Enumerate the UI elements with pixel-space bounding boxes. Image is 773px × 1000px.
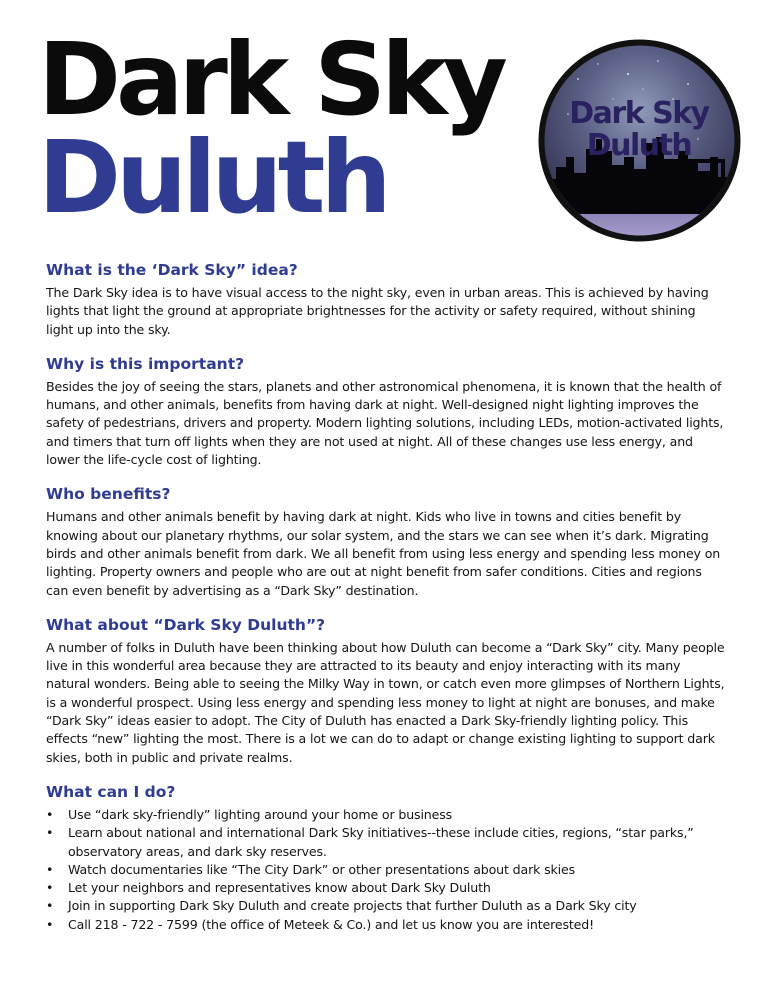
list-item: • Let your neighbors and representatives know about Dark Sky Duluth — [46, 879, 726, 897]
section-why-important — [46, 354, 726, 469]
list-item: • Watch documentaries like “The City Dark” or other presentations about dark skies — [46, 861, 726, 879]
section-heading: What can I do? — [46, 782, 176, 801]
section-body: Humans and other animals benefit by having dark at night. Kids who live in towns and cities benefit by knowing about our planetary rhythms, our solar system, and the stars we can see when it’s dark. Migrating birds and other animals benefit from dark. We all benefit from using less energy and spending less money on lighting. Property owners and people who are out at night benefit from safer conditions. Cities and regions can even benefit by advertising as a “Dark Sky” destination. — [46, 509, 721, 598]
section-what-can-i-do — [46, 782, 726, 934]
title-dark-sky: Dark Sky — [38, 21, 503, 138]
section-body: The Dark Sky idea is to have visual access to the night sky, even in urban areas. This is achieved by having lights that light the ground at appropriate brightnesses for the activity or safety required, without shining light up into the sky. — [46, 285, 709, 337]
section-body: Besides the joy of seeing the stars, planets and other astronomical phenomena, it is known that the health of humans, and other animals, benefits from having dark at night. Well-designed night lighting improves the safety of pedestrians, drivers and property. Modern lighting solutions, including LEDs, motion-activated lights, and timers that turn off lights when they are not used at night. All of these changes use less energy, and lower the life-cycle cost of lighting. — [46, 378, 724, 468]
list-item: • Learn about national and international Dark Sky initiatives--these include cities, regions, “star parks,” observatory areas, and dark sky reserves. — [46, 824, 726, 861]
section-heading: What is the ‘Dark Sky” idea? — [46, 261, 298, 279]
list-item: • Call 218 - 722 - 7599 (the office of Meteek & Co.) and let us know you are interested! — [46, 916, 726, 934]
action-list — [46, 806, 726, 934]
section-heading: Why is this important? — [46, 354, 245, 373]
section-heading: Who benefits? — [46, 485, 171, 504]
logo-text-dark-sky: Dark Sky — [569, 96, 709, 131]
section-heading: What about “Dark Sky Duluth”? — [46, 615, 326, 634]
section-body: A number of folks in Duluth have been thinking about how Duluth can become a “Dark Sky” city. Many people live in this wonderful area because they are attracted to its beauty and enjoy interacting with its many natural wonders. Being able to seeing the Milky Way in town, or catch even more glimpses of Northern Lights, is a wonderful prospect. Using less energy and spending less money to light at night are bonuses, and make “Dark Sky” ideas easier to adopt. The City of Duluth has enacted a Dark Sky-friendly lighting policy. This effects “new” lighting the most. There is a lot we can do to adapt or change existing lighting to support dark skies, both in public and private realms. — [46, 639, 725, 765]
dark-sky-duluth-logo — [538, 39, 741, 242]
main-content — [46, 260, 726, 934]
section-what-about — [46, 615, 726, 767]
title-duluth: Duluth — [38, 119, 387, 236]
section-what-is — [46, 260, 726, 339]
logo-text-duluth: Duluth — [586, 128, 692, 163]
list-item: • Use “dark sky-friendly” lighting around your home or business — [46, 806, 726, 824]
list-item: • Join in supporting Dark Sky Duluth and create projects that further Duluth as a Dark Sky city — [46, 897, 726, 915]
section-who-benefits — [46, 484, 726, 599]
